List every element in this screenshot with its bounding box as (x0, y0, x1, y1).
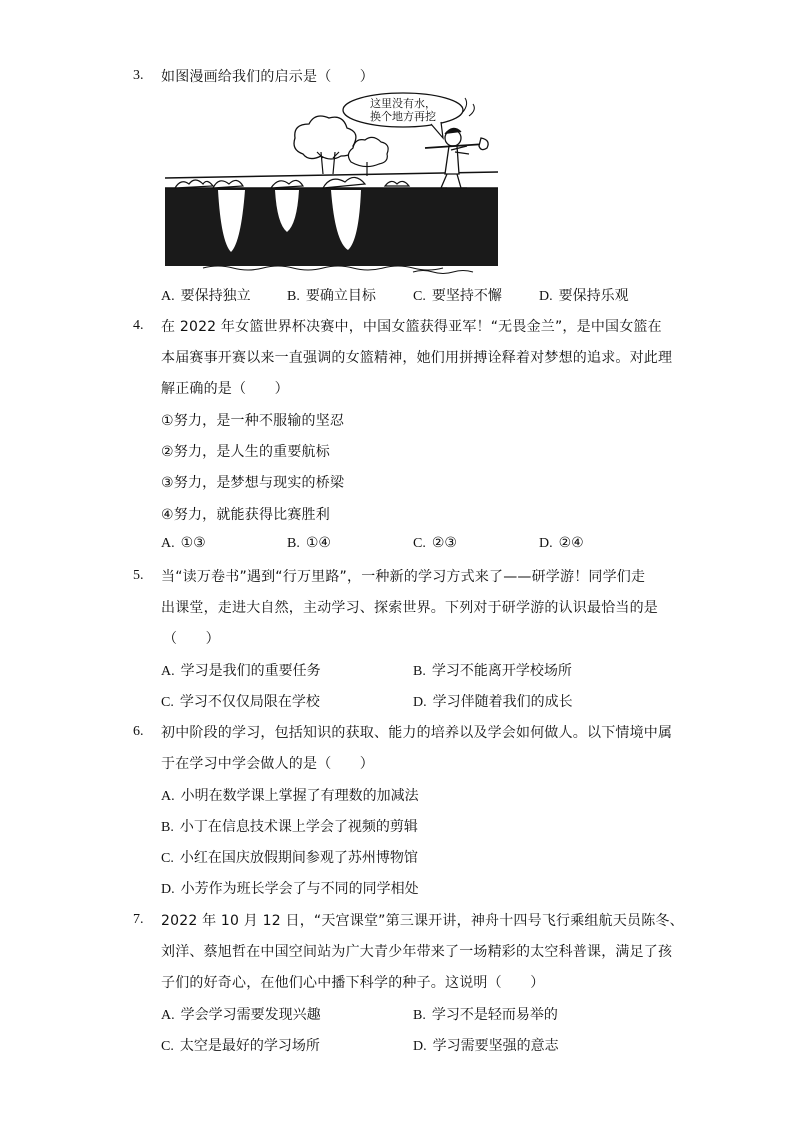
well-digging-cartoon (163, 92, 503, 274)
option-c[interactable] (161, 1035, 320, 1055)
question-number: 3. (133, 68, 144, 83)
option-key: B. (287, 536, 300, 551)
option-a[interactable] (161, 660, 321, 680)
question-number: 4. (133, 318, 144, 333)
question-stem-line: 出课堂，走进大自然，主动学习、探索世界。下列对于研学游的认识最恰当的是 (161, 600, 658, 616)
question-stem-line: 解正确的是（ ） (161, 381, 289, 397)
option-text: 要保持乐观 (558, 288, 629, 304)
option-text: 学习不是轻而易举的 (431, 1007, 558, 1023)
option-c[interactable] (161, 691, 320, 711)
option-d[interactable] (413, 691, 573, 711)
option-b[interactable] (413, 660, 572, 680)
statement-item: ③努力，是梦想与现实的桥梁 (161, 475, 345, 491)
option-c[interactable] (413, 285, 502, 305)
option-key: C. (413, 289, 426, 304)
option-c[interactable] (161, 847, 418, 867)
option-d[interactable] (413, 1035, 559, 1055)
option-key: B. (287, 289, 300, 304)
option-key: A. (161, 536, 175, 551)
question-stem-line: （ ） (163, 631, 220, 647)
option-key: D. (539, 536, 553, 551)
option-b[interactable] (287, 285, 376, 305)
option-d[interactable] (539, 285, 629, 305)
question-stem-line: 当“读万卷书”遇到“行万里路”，一种新的学习方式来了——研学游！同学们走 (161, 569, 646, 585)
option-key: C. (413, 536, 426, 551)
tree-icon (348, 137, 388, 176)
option-text: 学习是我们的重要任务 (180, 663, 321, 679)
question-stem-line: 在 2022 年女篮世界杯决赛中，中国女篮获得亚军！“无畏金兰”，是中国女篮在 (161, 319, 662, 335)
option-key: A. (161, 664, 175, 679)
question-number: 5. (133, 568, 144, 583)
option-text: 太空是最好的学习场所 (179, 1038, 320, 1054)
statement-item: ④努力，就能获得比赛胜利 (161, 507, 330, 523)
question-stem-line: 初中阶段的学习，包括知识的获取、能力的培养以及学会如何做人。以下情境中属 (161, 725, 673, 741)
option-text: 学习不能离开学校场所 (431, 663, 572, 679)
option-key: C. (161, 695, 174, 710)
option-a[interactable] (161, 285, 251, 305)
question-number: 7. (133, 912, 144, 927)
option-text: ①④ (305, 535, 331, 551)
option-text: 学习需要坚强的意志 (432, 1038, 559, 1054)
option-text: 小丁在信息技术课上学会了视频的剪辑 (179, 819, 418, 835)
option-key: D. (413, 1039, 427, 1054)
option-key: B. (413, 664, 426, 679)
question-stem-line: 本届赛事开赛以来一直强调的女篮精神，她们用拼搏诠释着对梦想的追求。对此理 (161, 350, 673, 366)
option-d[interactable] (539, 535, 584, 552)
option-c[interactable] (413, 535, 457, 552)
option-a[interactable] (161, 535, 206, 552)
option-a[interactable] (161, 1004, 321, 1024)
option-b[interactable] (161, 816, 418, 836)
question-number: 6. (133, 724, 144, 739)
question-stem-line: 子们的好奇心，在他们心中播下科学的种子。这说明（ ） (161, 975, 545, 991)
option-key: D. (413, 695, 427, 710)
option-text: ①③ (180, 535, 206, 551)
question-stem-line: 于在学习中学会做人的是（ ） (161, 756, 374, 772)
option-text: ②④ (558, 535, 584, 551)
option-key: D. (539, 289, 553, 304)
option-text: 学习不仅仅局限在学校 (179, 694, 320, 710)
option-a[interactable] (161, 785, 419, 805)
speech-line: 这里没有水， (370, 97, 436, 110)
statement-item: ②努力，是人生的重要航标 (161, 444, 330, 460)
option-b[interactable] (413, 1004, 558, 1024)
question-stem-line: 2022 年 10 月 12 日，“天宫课堂”第三课开讲，神舟十四号飞行乘组航天员陈冬、 (161, 913, 684, 929)
speech-line: 换个地方再挖 (370, 110, 436, 123)
option-text: 学习伴随着我们的成长 (432, 694, 573, 710)
option-key: A. (161, 1008, 175, 1023)
option-d[interactable] (161, 878, 419, 898)
soil-layer (165, 188, 498, 266)
statement-item: ①努力，是一种不服输的坚忍 (161, 413, 345, 429)
option-text: 小芳作为班长学会了与不同的同学相处 (180, 881, 419, 897)
option-text: 要保持独立 (180, 288, 251, 304)
option-key: B. (413, 1008, 426, 1023)
question-stem-line: 如图漫画给我们的启示是（ ） (161, 69, 374, 85)
option-text: ②③ (431, 535, 457, 551)
option-key: D. (161, 882, 175, 897)
tree-icon (294, 116, 356, 174)
option-text: 小明在数学课上掌握了有理数的加减法 (180, 788, 419, 804)
option-text: 要确立目标 (305, 288, 376, 304)
option-b[interactable] (287, 535, 331, 552)
option-key: C. (161, 1039, 174, 1054)
option-key: B. (161, 820, 174, 835)
option-key: A. (161, 289, 175, 304)
option-key: C. (161, 851, 174, 866)
option-text: 要坚持不懈 (431, 288, 502, 304)
question-stem-line: 刘洋、蔡旭哲在中国空间站为广大青少年带来了一场精彩的太空科普课，满足了孩 (161, 944, 673, 960)
option-text: 小红在国庆放假期间参观了苏州博物馆 (179, 850, 418, 866)
option-key: A. (161, 789, 175, 804)
option-text: 学会学习需要发现兴趣 (180, 1007, 321, 1023)
